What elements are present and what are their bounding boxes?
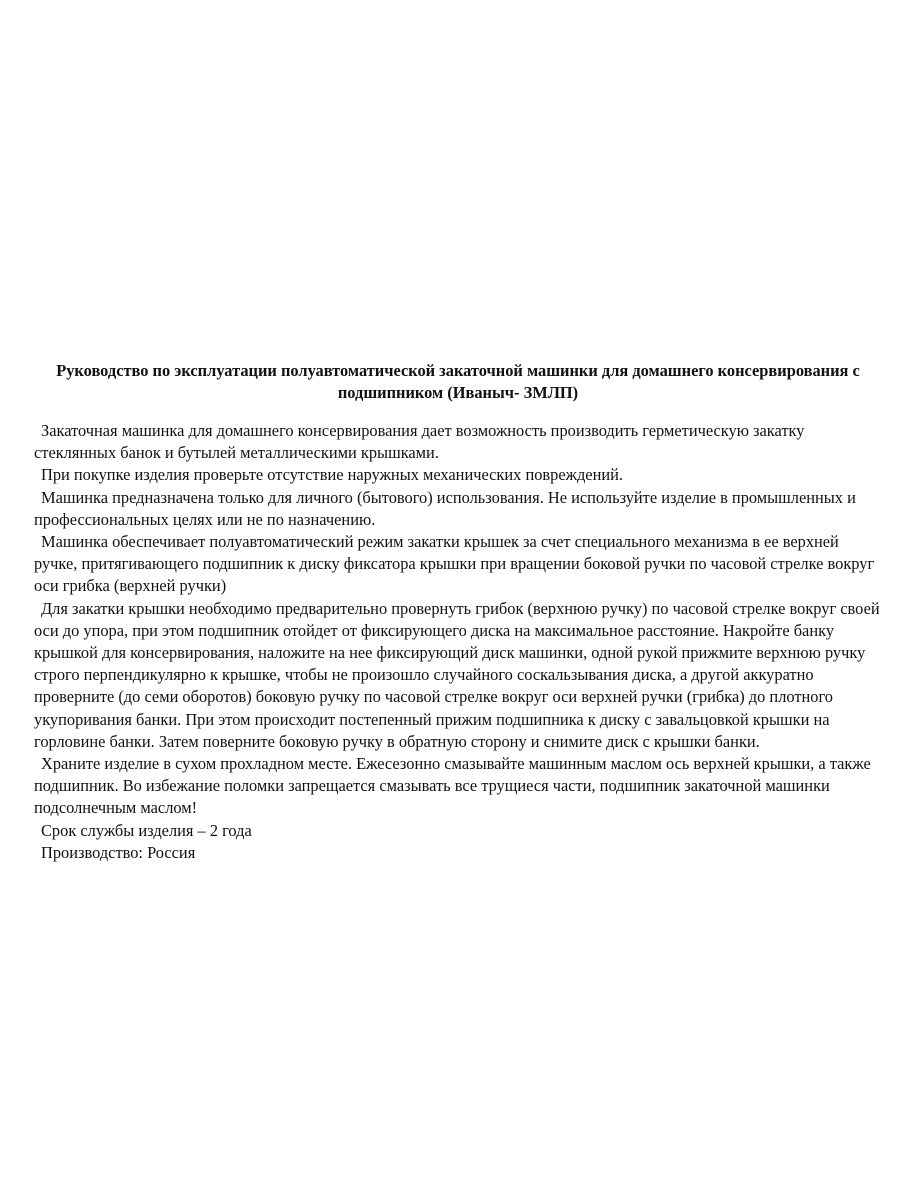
paragraph-usage-scope: Машинка предназначена только для личного (бытового) использования. Не используйте изделие в промышленных и профессиональных целях или не по назначению. [34,487,856,529]
paragraph-origin: Производство: Россия [41,842,196,862]
paragraph-inspection: При покупке изделия проверьте отсутствие наружных механических повреждений. [41,465,623,485]
paragraph-service-life: Срок службы изделия – 2 года [41,820,252,840]
paragraph-intro: Закаточная машинка для домашнего консервирования дает возможность производить герметическую закатку стеклянных банок и бутылей металлическими крышками. [34,421,805,463]
document-page [34,360,882,864]
paragraph-storage: Храните изделие в сухом прохладном месте. Ежесезонно смазывайте машинным маслом ось верхней крышки, а также подшипник. Во избежание поломки запрещается смазывать все трущиеся части, подшипник закаточной машинки подсолнечным маслом! [34,754,871,818]
paragraph-mechanism: Машинка обеспечивает полуавтоматический режим закатки крышек за счет специального механизма в ее верхней ручке, притягивающего подшипник к диску фиксатора крышки при вращении боковой ручки по часовой стрелке вокруг оси грибка (верхней ручки) [34,532,875,596]
document-title: Руководство по эксплуатации полуавтоматической закаточной машинки для домашнего консервирования с подшипником (Иваныч- ЗМЛП) [56,361,860,402]
paragraph-instructions: Для закатки крышки необходимо предварительно провернуть грибок (верхнюю ручку) по часовой стрелке вокруг своей оси до упора, при этом подшипник отойдет от фиксирующего диска на максимальное расстояние. Накройте банку крышкой для консервирования, наложите на нее фиксирующий диск машинки, одной рукой прижмите верхнюю ручку строго перпендикулярно к крышке, чтобы не произошло случайного соскальзывания диска, а другой аккуратно проверните (до семи оборотов) боковую ручку по часовой стрелке вокруг оси верхней ручки (грибка) до плотного укупоривания банки. При этом происходит постепенный прижим подшипника к диску с завальцовкой крышки на горловине банки. Затем поверните боковую ручку в обратную сторону и снимите диск с крышки банки. [34,598,880,751]
